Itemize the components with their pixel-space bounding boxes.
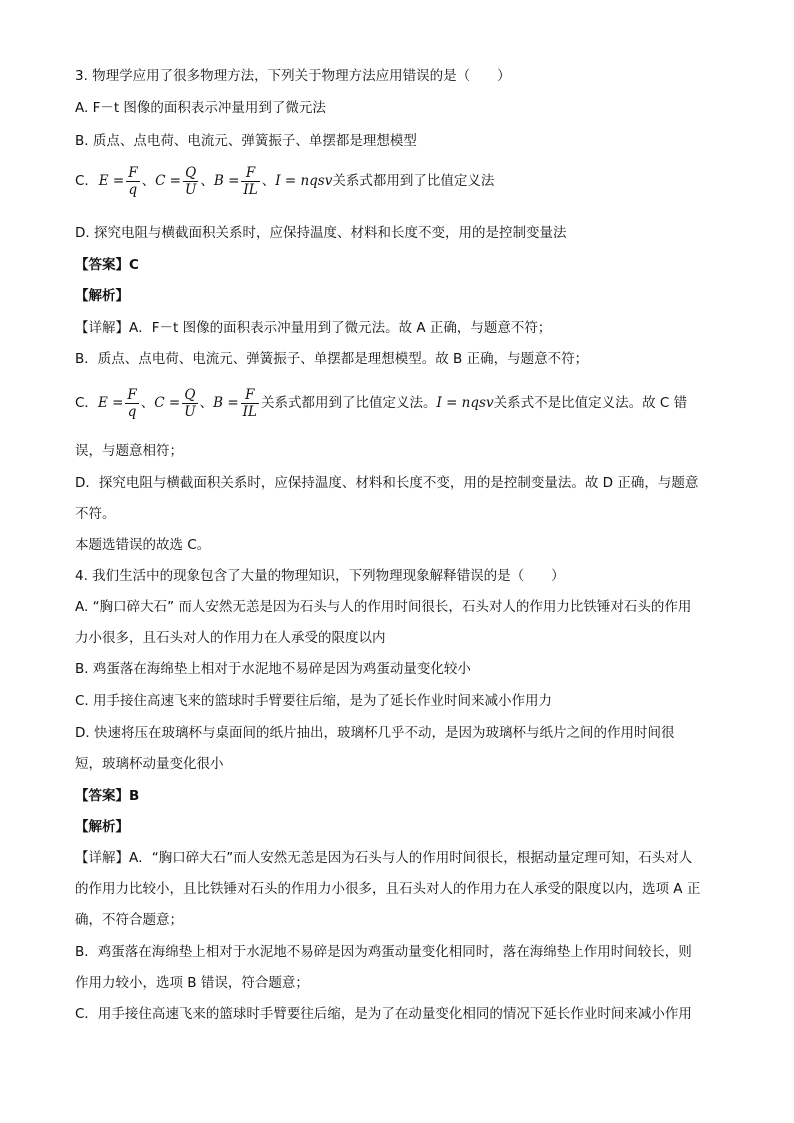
formula-c-lhs: C =: [155, 173, 181, 189]
formula-e-lhs: E =: [97, 395, 124, 411]
formula-i: I = nqsv: [275, 173, 333, 189]
q4-detail-a-line3: 确，不符合题意；: [75, 912, 183, 928]
formula-e-fraction: [126, 165, 139, 198]
q4-detail-c-line1: C．用手接住高速飞来的篮球时手臂要往后缩，是为了在动量变化相同的情况下延长作业时间来减小作用: [75, 1006, 692, 1022]
q3-detail-c: [75, 386, 687, 420]
formula-b-denominator: IL: [243, 181, 258, 198]
q4-stem: 4. 我们生活中的现象包含了大量的物理知识，下列物理现象解释错误的是（ ）: [75, 568, 565, 584]
q3-option-c-text: 关系式都用到了比值定义法: [332, 173, 495, 189]
q3-detail-b: B．质点、点电荷、电流元、弹簧振子、单摆都是理想模型。故 B 正确，与题意不符；: [75, 351, 589, 367]
q4-detail-b-line2: 作用力较小，选项 B 错误，符合题意；: [75, 975, 309, 991]
q4-option-c: C. 用手接住高速飞来的篮球时手臂要往后缩，是为了延长作业时间来减小作用力: [75, 693, 553, 709]
q3-detail-c-mid: 关系式都用到了比值定义法。: [260, 395, 437, 411]
q3-detail-a: 【详解】A．F－t 图像的面积表示冲量用到了微元法。故 A 正确，与题意不符；: [75, 320, 552, 336]
q3-detail-d-line1: D．探究电阻与横截面积关系时，应保持温度、材料和长度不变，用的是控制变量法。故 D 正确，与题意: [75, 475, 699, 491]
formula-c-denominator: U: [185, 181, 197, 198]
formula-e-fraction: [125, 387, 138, 420]
q4-analysis-label: 【解析】: [75, 819, 129, 835]
q3-option-c: [75, 164, 494, 198]
separator: 、: [199, 395, 214, 411]
q3-conclusion: 本题选错误的故选 C。: [75, 537, 211, 553]
formula-e-denominator: q: [128, 181, 138, 198]
formula-e-numerator: F: [128, 164, 138, 181]
q4-option-d-line1: D. 快速将压在玻璃杯与桌面间的纸片抽出，玻璃杯几乎不动，是因为玻璃杯与纸片之间的作用时间很: [75, 725, 675, 741]
separator: 、: [200, 173, 214, 189]
q4-detail-a-line2: 的作用力比较小，且比铁锤对石头的作用力小很多，且石头对人的作用力在人承受的限度以内，选项 A 正: [75, 881, 701, 897]
formula-e-lhs: E =: [98, 173, 125, 189]
formula-b-numerator: F: [241, 387, 259, 404]
formula-b-numerator: F: [241, 165, 259, 182]
formula-c-numerator: Q: [183, 165, 198, 182]
formula-c-numerator: Q: [182, 387, 197, 404]
q3-answer: 【答案】C: [75, 257, 139, 273]
q3-option-c-label: C.: [75, 173, 89, 189]
q4-option-a-line1: A. “胸口碎大石” 而人安然无恙是因为石头与人的作用时间很长，石头对人的作用力比铁锤对石头的作用: [75, 599, 692, 615]
q3-option-a: A. F－t 图像的面积表示冲量用到了微元法: [75, 100, 326, 116]
formula-b-denominator: IL: [242, 403, 257, 420]
formula-b-lhs: B =: [213, 173, 240, 189]
q4-detail-a-line1: 【详解】A．“胸口碎大石”而人安然无恙是因为石头与人的作用时间很长，根据动量定理可知，石头对人: [75, 850, 693, 866]
formula-c-lhs: C =: [154, 395, 181, 411]
formula-e-numerator: F: [127, 386, 137, 403]
formula-b-fraction: [241, 387, 259, 420]
separator: 、: [140, 395, 155, 411]
separator: 、: [141, 173, 156, 189]
formula-b-fraction: [241, 165, 259, 198]
q3-detail-c-end: 关系式不是比值定义法。故 C 错: [493, 395, 688, 411]
q4-detail-b-line1: B．鸡蛋落在海绵垫上相对于水泥地不易碎是因为鸡蛋动量变化相同时，落在海绵垫上作用时间较长，则: [75, 944, 692, 960]
q4-option-d-line2: 短，玻璃杯动量变化很小: [75, 756, 224, 772]
formula-e-denominator: q: [127, 403, 137, 420]
formula-c-fraction: [183, 165, 198, 198]
q3-analysis-label: 【解析】: [75, 288, 129, 304]
q4-option-b: B. 鸡蛋落在海绵垫上相对于水泥地不易碎是因为鸡蛋动量变化较小: [75, 661, 471, 677]
q3-detail-d-line2: 不符。: [75, 506, 116, 522]
formula-c-denominator: U: [184, 403, 196, 420]
q3-option-b: B. 质点、点电荷、电流元、弹簧振子、单摆都是理想模型: [75, 133, 417, 149]
formula-c-fraction: [182, 387, 197, 420]
q3-stem: 3. 物理学应用了很多物理方法，下列关于物理方法应用错误的是（ ）: [75, 68, 511, 84]
q4-option-a-line2: 力小很多，且石头对人的作用力在人承受的限度以内: [75, 630, 386, 646]
formula-b-lhs: B =: [213, 395, 239, 411]
formula-i: I = nqsv: [436, 395, 494, 411]
q3-option-d: D. 探究电阻与横截面积关系时，应保持温度、材料和长度不变，用的是控制变量法: [75, 225, 567, 241]
q3-detail-c-cont: 误，与题意相符；: [75, 443, 183, 459]
q3-detail-c-label: C．: [75, 395, 98, 411]
q4-answer: 【答案】B: [75, 788, 140, 804]
separator: 、: [261, 173, 276, 189]
